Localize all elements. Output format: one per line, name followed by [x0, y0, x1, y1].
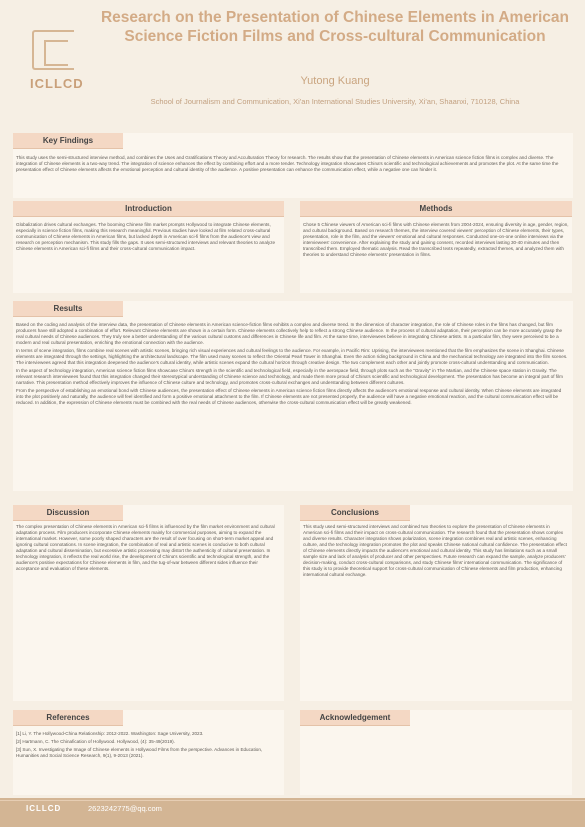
discussion-title: Discussion: [46, 508, 90, 517]
results-paragraph: From the perspective of establishing an emotional bond with Chinese audiences, the presentation effect of Chinese elements in American science fiction films directly affects the audience's emotional response and cultural identity. When Chinese elements are integrated into the plot positively and naturally, the audience will feel identified and form a positive emotional attachment to the film. If Chinese elements are not presented properly, the audience will have a negative emotional reaction, and the cultural communication effect will be reduced. In addition, the expression of Chinese elements must be combined with the real needs of Chinese audiences, otherwise the cross-cultural communication effect will be greatly weakened.: [16, 388, 562, 405]
author-name: Yutong Kuang: [300, 75, 370, 87]
footer-email: 2623242775@qq.com: [88, 804, 162, 813]
results-title: Results: [53, 304, 83, 313]
results-text: [16, 322, 569, 488]
reference-item: [3] Sun, X. Investigating the Image of Chinese elements in Hollywood Films from the perspective. Advances in Education, Humanities and Social Science Research, 9(1), 9-2013 (2021).: [16, 747, 263, 758]
footer-divider: [0, 800, 585, 801]
logo-text: ICLLCD: [30, 76, 84, 91]
introduction-text: Globalization drives cultural exchanges. The booming Chinese film market prompts Hollywood to integrate Chinese elements, especially in science fiction films, making this research meaningful. Previous studies have looked at film related cross-cultural communication of Chinese elements in American films, but lacked depth in American sci-fi films from the audience's view and research on perception mechanism. This study fills the gaps. It uses semi-structured interviews and relevant theories to analyze Chinese elements in American sci-fi films and their cross-cultural communication impact.: [16, 222, 276, 251]
discussion-text: The complex presentation of Chinese elements in American sci-fi films is influenced by the film market environment and cultural adaptation process. Film producers incorporate Chinese elements mainly for commercial purposes, aiming to expand the international market. However, some poorly shaped characters are the result of over focusing on short-term market appeal and ignoring cultural connotations. In scene integration, the combination of real and artistic scenes is conducive to both cultural adaptation and cultural dissemination, but excessive artistic processing may distort the authenticity of cultural presentation. In technology integration, it reflects the real world rise, the development of China's scientific and technological strength, and the audience's positive expectations for Chinese elements in film, and the tug-of-war between different sides influence their acceptance and evaluation of these elements.: [16, 524, 275, 571]
methods-header: [300, 201, 572, 217]
acknowledgement-text: [303, 731, 569, 791]
discussion-header: [13, 505, 123, 521]
results-paragraph: In the aspect of technology integration, American science fiction films showcase China's strength in the scientific and technological field, especially in the aerospace field, through plots such as the "Gravity" in The Martian, and the Chinese space station in Gravity. The relevant research interviewees found that this integration changed their stereotypical understanding of Chinese science and technology, and made them more proud of China's scientific and technological development. The presentation has become an integral part of film narrative. This presentation method effectively improves the influence of Chinese culture and technology, and promotes cross-cultural exchanges and understanding between different cultures.: [16, 368, 563, 385]
results-paragraph: Based on the coding and analysis of the interview data, the presentation of Chinese elements in American science-fiction films exhibits a complex and diverse trend. In the dimension of character integration, the role of Chinese roles in the films has changed, but film producers have still adopted a combination of effort. Relevant Chinese elements are shown in a certain form. Chinese elements collectively help to reflect a strong Chinese audience. In the process of cultural adaptation, their perception can be more accurately grasp the real cultural needs of Chinese audiences. They truly see a better understanding of the various cultural customs and differences in Chinese life and film. At the same time, interviewees believe in integrating Chinese artists. In a particular film, they were perceived to be a modern and real cultural presentation, enriching the emotional connection with the audience.: [16, 322, 563, 345]
acknowledgement-title: Acknowledgement: [319, 713, 391, 722]
conclusions-text: This study used semi-structured interviews and combined two theories to explore the presentation of Chinese elements in American sci-fi films and their impact on cross-cultural communication. The research found that the presentation shows complex and diverse results. Character integration shows polarization, scene integration combines real and artistic scenes, enhancing culture, and the technology integration promotes the plot and speaks Chinese national cultural confidence. The presentation effect of Chinese elements directly impacts the audience's emotional and cultural identity. This study has limitations such as a small sample size and lack of analysis of producer and other perspectives. Future research can expand the sample, analyze producers' decision-making, conduct cross-cultural comparisons, and study Chinese films' international communication. The significance of this study is to provide theoretical support for cross-cultural communication of Chinese elements and film production, enhancing international cultural exchange.: [303, 524, 567, 577]
footer-logo-text: ICLLCD: [26, 804, 62, 813]
results-header: [13, 301, 123, 317]
conclusions-header: [300, 505, 410, 521]
results-paragraph: In terms of scene integration, films combine real scenes with artistic scenes, bringing rich visual experiences and cultural feelings to the audience. For example, in Pacific Rim: Uprising, the interviewees mentioned that the film emphasizes the scene in Shanghai. Chinese elements are integrated through the settings, highlighting the architectural landscape. The film used many scenes to reflect the Oriental Pearl Tower in Shanghai. Even the action riding background in China and the mechanical technology are integrated into the film scenes. The interviewees agreed that this integration deepened the audience's cultural identity, while artistic scenes expand the cultural horizon through creative design. The two complement each other and jointly promote cross-cultural understanding and communication.: [16, 348, 568, 365]
key-findings-title: Key Findings: [42, 136, 94, 145]
logo-mark-icon: [32, 30, 74, 70]
conference-logo: [26, 30, 88, 100]
key-findings-header: [13, 133, 123, 149]
key-findings-text: This study uses the semi-structured interview method, and combines the Uses and Gratifications Theory and Acculturation Theory for research. The results show that the presentation of Chinese elements in American science fiction films is complex and diverse. The integration of Chinese elements is a two-way trend. The integration of science enhances the effect by combining effort and a more tender. Technology integration showcases China's scientific and technological achievements and promotes the plot. At the same time the presentation effect of Chinese elements affects the emotional perception and cultural identity of the audience. A positive presentation can enhance the communication effect, while a negative one can hinder it.: [16, 155, 559, 172]
introduction-header: [13, 201, 284, 217]
references-header: [13, 710, 123, 726]
introduction-title: Introduction: [125, 204, 172, 213]
conclusions-title: Conclusions: [330, 508, 379, 517]
methods-text: Chose 5 Chinese viewers of American sci-fi films with Chinese elements from 2004-2024, ensuring diversity in age, gender, region, and cultural background. Based on research themes, the interview covered viewers' perception of Chinese elements, their types, presentation, role in the film, and the viewers' emotional and cultural responses. Conducted one-on-one online interviews via the interviewees' convenience. After explaining the study and gaining consent, recorded interviews lasting 30-40 minutes and then transcribed them. Employed thematic analysis. Read the transcribed texts repeatedly, extracted themes, and analyzed them with theories to understand Chinese elements' presentation in films.: [303, 222, 569, 257]
methods-title: Methods: [419, 204, 453, 213]
reference-item: [1] Li, Y. The Hollywood-China Relationship: 2012-2022. Washington: Sage University, 2023.: [16, 731, 204, 736]
poster-title: Research on the Presentation of Chinese Elements in American Science Fiction Films and Cross-cultural Communication: [100, 9, 569, 45]
reference-item: [2] Hartmann, C. The Chinafication of Hollywood. Hollywood, (4): 35-49(2019).: [16, 739, 175, 744]
author-affiliation: School of Journalism and Communication, Xi'an International Studies University, Xi'an, Shaanxi, 710128, China: [150, 97, 520, 106]
acknowledgement-header: [300, 710, 410, 726]
references-title: References: [46, 713, 90, 722]
footer-bar: [0, 798, 585, 827]
references-list: [16, 731, 280, 791]
